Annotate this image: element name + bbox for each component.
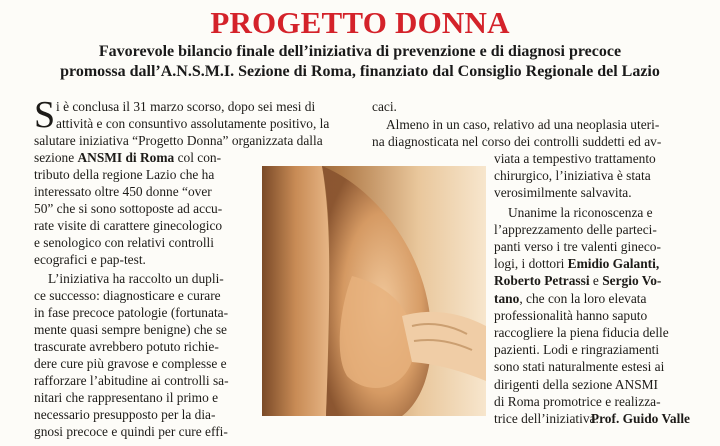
- text-line: na diagnosticata nel corso dei controlli suddetti ed av-: [372, 134, 662, 150]
- text-line: logi, i dottori Emidio Galanti,: [494, 256, 660, 272]
- text-line: chirurgico, l’iniziativa è stata: [494, 168, 651, 184]
- text-line: tributo della regione Lazio che ha: [34, 167, 215, 182]
- text-line: professionalità hanno saputo: [494, 307, 648, 323]
- text-line: e senologico con relativi controlli: [34, 235, 214, 250]
- text-line: verosimilmente salvavita.: [494, 185, 632, 201]
- text-line: sono stati naturalmente estesi ai: [494, 359, 665, 375]
- text-line: Roberto Petrassi e Sergio Vo-: [494, 273, 662, 289]
- text-line: Almeno in un caso, relativo ad una neoplasia uteri-: [386, 117, 660, 133]
- article-photo: [262, 166, 486, 416]
- woman-self-exam-photo: [262, 166, 486, 416]
- text-line: necessario presupposto per la dia-: [34, 407, 216, 422]
- text-line: tano, che con la loro elevata: [494, 290, 647, 306]
- text-line: l’apprezzamento delle parteci-: [494, 221, 657, 237]
- text-line: raccogliere la piena fiducia delle: [494, 325, 669, 341]
- text-line: dere cure più gravose e complesse e: [34, 356, 227, 371]
- text-line: attività e con consuntivo assolutamente positivo, la: [56, 116, 330, 131]
- text-line: rate visite di carattere ginecologico: [34, 218, 223, 233]
- subtitle-line-1: Favorevole bilancio finale dell’iniziativa di prevenzione e di diagnosi precoce: [98, 43, 622, 60]
- text-line: mente quasi sempre benigne) che se: [34, 322, 227, 337]
- text-line: ecografici e pap-test.: [34, 252, 146, 267]
- text-line: panti verso i tre valenti gineco-: [494, 239, 661, 255]
- right-column-top: [372, 98, 690, 151]
- text-line: salutare iniziativa “Progetto Donna” organizzata dalla: [34, 133, 323, 148]
- text-line: L’iniziativa ha raccolto un dupli-: [48, 271, 224, 286]
- text-line: di Roma promotrice e realizza-: [494, 393, 661, 409]
- text-line: trascurate avrebbero potuto richie-: [34, 339, 219, 354]
- text-line: trice dell’iniziativa.: [494, 411, 599, 427]
- text-line: in fase precoce patologie (fortunata-: [34, 305, 229, 320]
- article-title: PROGETTO DONNA: [210, 5, 510, 40]
- right-column: [494, 150, 692, 427]
- text-line: i è conclusa il 31 marzo scorso, dopo sei mesi di: [56, 99, 316, 114]
- author-signature: Prof. Guido Valle: [590, 411, 690, 426]
- text-line: nitari che rappresentano il primo e: [34, 390, 219, 405]
- text-line: gnosi precoce e quindi per cure effi-: [34, 424, 228, 439]
- text-line: ce successo: diagnosticare e curare: [34, 288, 221, 303]
- text-line: rafforzare l’abitudine ai controlli sa-: [34, 373, 229, 388]
- text-line: sezione ANSMI di Roma col con-: [34, 150, 222, 165]
- text-line: 50” che si sono sottoposte ad accu-: [34, 201, 223, 216]
- text-line: interessato oltre 450 donne “over: [34, 184, 212, 199]
- text-line: viata a tempestivo trattamento: [494, 151, 656, 166]
- left-column: [34, 94, 354, 439]
- dropcap: S: [34, 94, 56, 136]
- text-line: pazienti. Lodi e ringraziamenti: [494, 342, 660, 358]
- text-line: dirigenti della sezione ANSMI: [494, 376, 659, 392]
- text-line: caci.: [372, 99, 397, 114]
- article-subtitle: [0, 42, 720, 82]
- text-line: Unanime la riconoscenza e: [508, 204, 653, 220]
- subtitle-line-2: promossa dall’A.N.S.M.I. Sezione di Roma, finanziato dal Consiglio Regionale del Lazio: [60, 63, 660, 80]
